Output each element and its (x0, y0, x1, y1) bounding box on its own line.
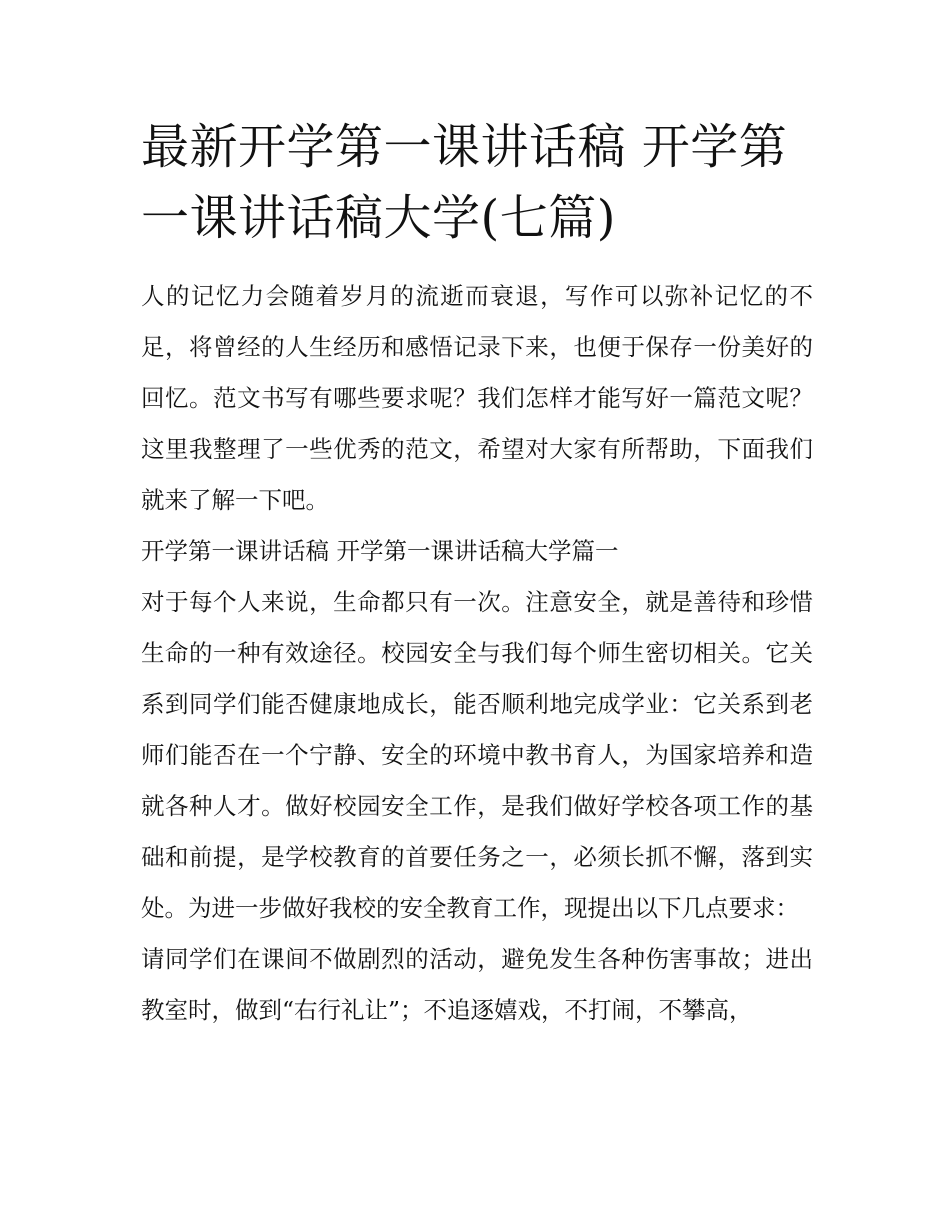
section-heading: 开学第一课讲话稿 开学第一课讲话稿大学篇一 (141, 537, 619, 565)
body-paragraph-2: 请同学们在课间不做剧烈的活动，避免发生各种伤害事故；进出教室时，做到“右行礼让”；不追逐嬉戏，不打闹，不攀高， (141, 945, 813, 1024)
body-paragraph-1: 对于每个人来说，生命都只有一次。注意安全，就是善待和珍惜生命的一种有效途径。校园安全与我们每个师生密切相关。它关系到同学们能否健康地成长，能否顺利地完成学业：它关系到老师们能否在一个宁静、安全的环境中教书育人，为国家培养和造就各种人才。做好校园安全工作，是我们做好学校各项工作的基础和前提，是学校教育的首要任务之一，必须长抓不懈，落到实处。为进一步做好我校的安全教育工作，现提出以下几点要求： (141, 588, 813, 922)
document-title: 最新开学第一课讲话稿 开学第一课讲话稿大学(七篇) (141, 119, 788, 246)
document-page (141, 112, 813, 1036)
intro-paragraph: 人的记忆力会随着岁月的流逝而衰退，写作可以弥补记忆的不足，将曾经的人生经历和感悟记录下来，也便于保存一份美好的回忆。范文书写有哪些要求呢？我们怎样才能写好一篇范文呢？这里我整理了一些优秀的范文，希望对大家有所帮助，下面我们就来了解一下吧。 (141, 282, 813, 514)
